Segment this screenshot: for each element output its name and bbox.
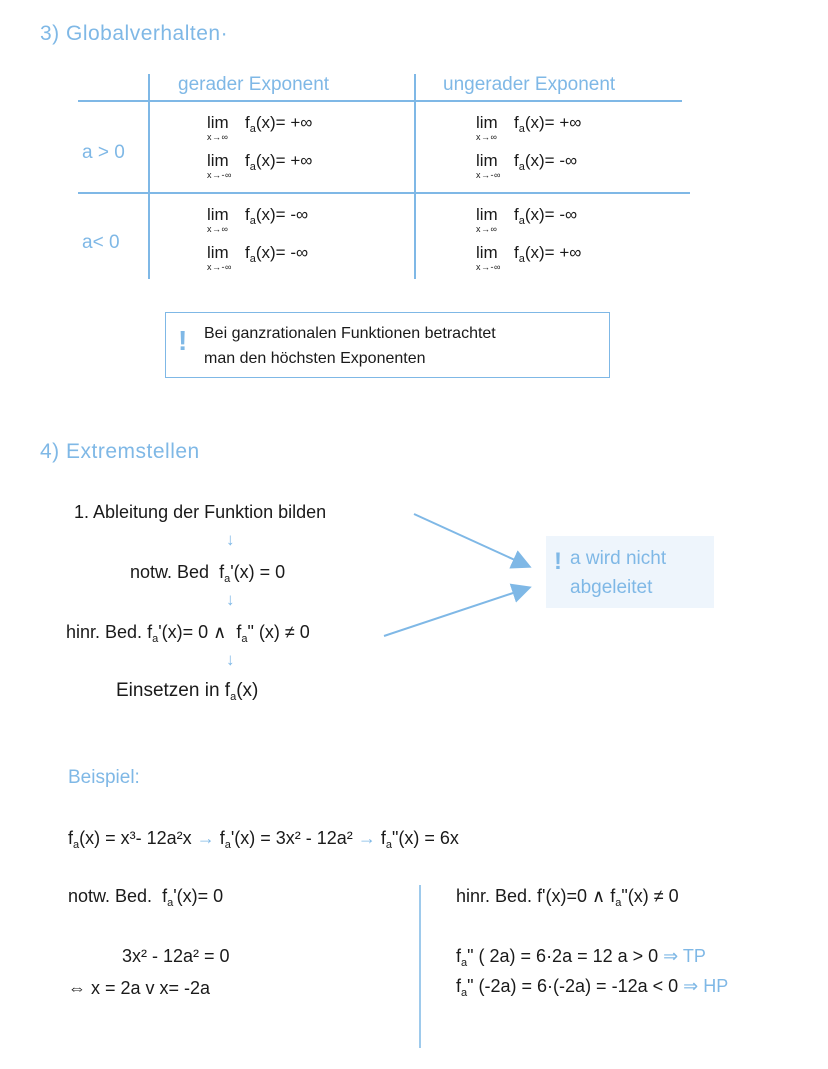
down-arrow-icon: ↓ xyxy=(226,650,235,669)
col-header-odd: ungerader Exponent xyxy=(443,74,616,95)
example-title: Beispiel: xyxy=(68,767,140,788)
example-left-equation: 3x² - 12a² = 0 xyxy=(122,946,230,966)
step-3: hinr. Bed. $f_a'(x)= 0$ ∧ $f_a$" (x) ≠ 0 xyxy=(66,622,310,645)
side-note xyxy=(546,536,714,608)
arrow-from-step1 xyxy=(414,514,528,566)
section-4-title: 4) Extremstellen xyxy=(40,440,200,463)
col-header-even: gerader Exponent xyxy=(178,74,330,95)
example-left-label: notw. Bed. $f_a'(x)= 0$ xyxy=(68,886,224,909)
limit-cell: lim x→∞ $f_a(x)=$ -∞ xyxy=(476,205,578,234)
example-right-label: hinr. Bed. f'(x)=0 ∧ $f_a"(x) \ne 0$ xyxy=(456,886,679,909)
step-4: Einsetzen in $f_a(x)$ xyxy=(116,680,259,703)
limit-cell: lim x→∞ $f_a(x)=$ -∞ xyxy=(207,205,309,234)
section-3-title: 3) Globalverhalten· xyxy=(40,22,229,45)
exclamation-icon: ! xyxy=(554,548,562,575)
exclamation-icon: ! xyxy=(178,325,188,356)
step-1: 1. Ableitung der Funktion bilden xyxy=(74,502,327,522)
side-note-text: a wird nicht abgeleitet xyxy=(570,548,667,598)
limit-cell: lim x→-∞ $f_a(x)=$ +∞ xyxy=(207,151,313,180)
example-left-solution: ⇔ x = 2a v x= -2a xyxy=(68,978,211,998)
hint-text: Bei ganzrationalen Funktionen betrachtet man den höchsten Exponenten xyxy=(204,325,496,367)
limit-cell: lim x→∞ $f_a(x)=$ +∞ xyxy=(476,113,582,142)
step-2: notw. Bed $f_a'(x) = 0$ xyxy=(130,562,286,585)
arrow-from-step3 xyxy=(384,588,528,636)
down-arrow-icon: ↓ xyxy=(226,590,235,609)
row-header-neg: a< 0 xyxy=(82,232,120,253)
example-right-line-1: $f_a$" ( 2a) = 6·2a = 12 a > 0 ⇒ TP xyxy=(456,946,706,969)
limit-cell: lim x→∞ $f_a(x)=$ +∞ xyxy=(207,113,313,142)
down-arrow-icon: ↓ xyxy=(226,530,235,549)
row-header-pos: a > 0 xyxy=(82,142,125,163)
limit-cell: lim x→-∞ $f_a(x)=$ +∞ xyxy=(476,243,582,272)
example-right-line-2: $f_a$" (-2a) = 6·(-2a) = -12a < 0 ⇒ HP xyxy=(456,976,729,999)
example-functions: $f_a(x) = x^3-$ $12a^2x \to f_a'(x) = 3x^2 - 12a^2$ → $f_a"(x) = 6x$ xyxy=(68,828,459,851)
limit-cell: lim x→-∞ $f_a(x)=$ -∞ xyxy=(476,151,578,180)
limit-cell: lim x→-∞ $f_a(x)=$ -∞ xyxy=(207,243,309,272)
